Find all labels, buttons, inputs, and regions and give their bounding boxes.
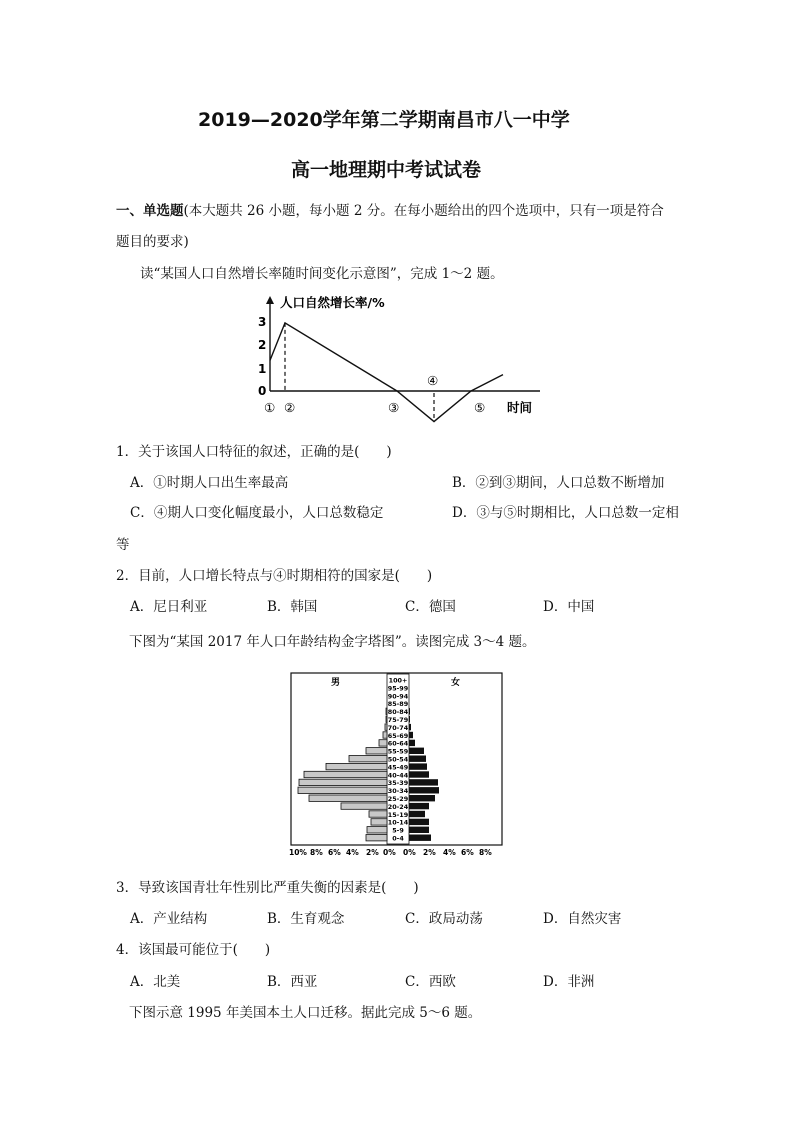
intro-q1-2: 读“某国人口自然增长率随时间变化示意图”，完成 1～2 题。: [140, 266, 504, 282]
male-bar-20-24: [341, 803, 387, 809]
y-tick-2: 2: [258, 338, 267, 352]
exam-title-school: 2019—2020学年第二学期南昌市八一中学: [198, 109, 570, 131]
x-tick-left-10: 10%: [289, 848, 307, 857]
x-tick-right-2: 2%: [423, 848, 436, 857]
female-bar-55-59: [409, 748, 424, 754]
marker-5: ⑤: [474, 400, 486, 415]
female-bar-50-54: [409, 756, 426, 762]
age-group-label: 85-89: [387, 700, 409, 709]
q4-stem: 4．该国最可能位于( ): [116, 942, 271, 958]
male-label: 男: [331, 678, 341, 688]
male-bar-65-69: [383, 732, 387, 738]
age-group-label: 5-9: [392, 826, 404, 835]
x-tick-right-6: 6%: [461, 848, 474, 857]
q3-option-d[interactable]: D．自然灾害: [543, 911, 622, 927]
female-bar-25-29: [409, 795, 435, 801]
age-group-label: 95-99: [387, 684, 409, 693]
q3-option-a[interactable]: A．产业结构: [130, 911, 208, 927]
female-label: 女: [451, 678, 461, 688]
male-bar-30-34: [298, 787, 387, 793]
female-bar-5-9: [409, 827, 429, 833]
exam-title-subject: 高一地理期中考试试卷: [291, 159, 482, 181]
female-bar-35-39: [409, 779, 438, 785]
male-bar-25-29: [309, 795, 387, 801]
section-desc-line1: (本大题共 26 小题，每小题 2 分。在每小题给出的四个选项中，只有一项是符合: [183, 203, 664, 219]
population-pyramid: [284, 668, 506, 860]
female-bar-20-24: [409, 803, 429, 809]
x-axis-label: 时间: [507, 400, 533, 415]
marker-3: ③: [388, 400, 400, 415]
section-label: 一、单选题: [116, 203, 184, 219]
section-desc-line2: 题目的要求): [116, 234, 189, 250]
x-tick-left-8: 8%: [310, 848, 323, 857]
q4-option-d[interactable]: D．非洲: [543, 974, 595, 990]
female-bar-0-4: [409, 835, 431, 841]
age-group-label: 90-94: [387, 692, 409, 701]
age-group-label: 0-4: [392, 834, 404, 843]
intro-q5-6: 下图示意 1995 年美国本土人口迁移。据此完成 5～6 题。: [129, 1005, 482, 1021]
q1-option-a[interactable]: A．①时期人口出生率最高: [130, 475, 289, 491]
x-tick-left-4: 4%: [346, 848, 359, 857]
marker-2: ②: [284, 400, 296, 415]
female-bar-75-79: [409, 716, 410, 722]
female-bar-45-49: [409, 763, 427, 769]
age-group-label: 10-14: [387, 818, 409, 827]
age-group-label: 60-64: [387, 739, 409, 748]
intro-q3-4: 下图为“某国 2017 年人口年龄结构金字塔图”。读图完成 3～4 题。: [129, 634, 536, 650]
age-group-label: 75-79: [387, 716, 409, 724]
age-group-label: 45-49: [387, 763, 409, 772]
female-bar-70-74: [409, 724, 411, 730]
female-bar-30-34: [409, 787, 439, 793]
q1-stem: 1．关于该国人口特征的叙述，正确的是( ): [116, 444, 392, 460]
female-bar-60-64: [409, 740, 415, 746]
male-bar-45-49: [326, 763, 387, 769]
x-tick-right-4: 4%: [443, 848, 456, 857]
age-group-label: 100+: [388, 676, 408, 685]
male-bar-5-9: [367, 827, 387, 833]
y-tick-3: 3: [258, 315, 267, 329]
marker-1: ①: [264, 400, 276, 415]
male-bar-60-64: [379, 740, 387, 746]
female-bar-15-19: [409, 811, 425, 817]
male-bar-0-4: [366, 835, 387, 841]
male-bar-50-54: [349, 756, 387, 762]
y-axis-arrow: [266, 296, 274, 304]
x-tick-left-0: 0%: [383, 848, 396, 857]
male-bar-15-19: [369, 811, 387, 817]
q2-stem: 2．目前，人口增长特点与④时期相符的国家是( ): [116, 568, 433, 584]
q1-option-d-continued: 等: [116, 537, 130, 553]
x-tick-left-2: 2%: [366, 848, 379, 857]
female-bar-65-69: [409, 732, 413, 738]
q3-option-c[interactable]: C．政局动荡: [405, 911, 483, 927]
age-group-label: 15-19: [387, 810, 409, 819]
male-bar-55-59: [366, 748, 387, 754]
q2-option-c[interactable]: C．德国: [405, 599, 456, 615]
q1-option-c[interactable]: C．④期人口变化幅度最小，人口总数稳定: [130, 505, 384, 521]
q3-stem: 3．导致该国青壮年性别比严重失衡的因素是( ): [116, 880, 419, 896]
female-bar-10-14: [409, 819, 429, 825]
age-group-label: 25-29: [387, 795, 409, 803]
q2-option-d[interactable]: D．中国: [543, 599, 595, 615]
growth-rate-line: [270, 323, 503, 422]
q4-option-b[interactable]: B．西亚: [267, 974, 318, 990]
x-tick-left-6: 6%: [328, 848, 341, 857]
age-group-label: 65-69: [387, 731, 409, 740]
male-bar-35-39: [299, 779, 387, 785]
y-tick-1: 1: [258, 362, 267, 376]
age-group-label: 35-39: [387, 779, 409, 788]
age-group-label: 30-34: [387, 787, 409, 796]
section-heading: [116, 199, 664, 219]
growth-rate-chart: [250, 293, 550, 425]
female-bar-80-84: [409, 708, 410, 714]
age-group-label: 20-24: [387, 802, 409, 811]
q2-option-a[interactable]: A．尼日利亚: [130, 599, 208, 615]
marker-4: ④: [427, 373, 439, 388]
male-bar-70-74: [385, 724, 387, 730]
q4-option-a[interactable]: A．北美: [130, 974, 181, 990]
age-group-label: 40-44: [387, 771, 409, 780]
q1-option-d[interactable]: D．③与⑤时期相比，人口总数一定相: [452, 505, 679, 521]
age-group-label: 55-59: [387, 747, 409, 756]
age-group-label: 80-84: [387, 708, 409, 717]
q2-option-b[interactable]: B．韩国: [267, 599, 318, 615]
q1-option-b[interactable]: B．②到③期间，人口总数不断增加: [452, 475, 665, 491]
y-tick-0: 0: [258, 384, 267, 398]
y-axis-label: 人口自然增长率/%: [280, 295, 385, 310]
x-tick-right-0: 0%: [403, 848, 416, 857]
age-group-label: 70-74: [387, 723, 409, 732]
q4-option-c[interactable]: C．西欧: [405, 974, 456, 990]
q3-option-b[interactable]: B．生育观念: [267, 911, 345, 927]
x-tick-right-8: 8%: [479, 848, 492, 857]
female-bar-40-44: [409, 771, 429, 777]
male-bar-40-44: [304, 771, 387, 777]
male-bar-10-14: [371, 819, 387, 825]
age-group-label: 50-54: [387, 755, 409, 764]
